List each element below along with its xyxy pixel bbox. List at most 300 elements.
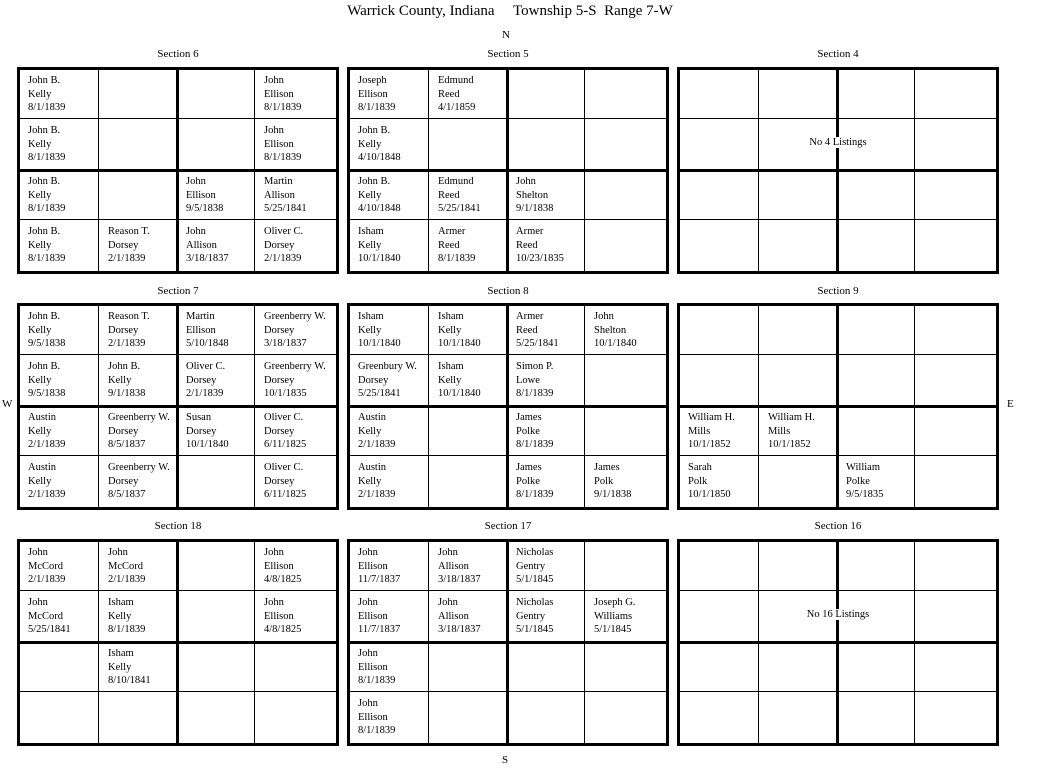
section-18	[17, 539, 339, 746]
entry-last-name: Dorsey	[358, 374, 389, 386]
entry-date: 4/8/1825	[264, 624, 302, 635]
entry-first-name: John	[358, 547, 378, 558]
grid-line-horizontal	[680, 354, 996, 355]
entry-last-name: Reed	[438, 189, 460, 201]
entry-last-name: Allison	[438, 610, 469, 622]
entry-last-name: Kelly	[28, 138, 52, 150]
entry-date: 2/1/1839	[108, 253, 146, 264]
land-entry	[264, 175, 342, 225]
entry-first-name: John B.	[28, 176, 61, 187]
land-entry	[186, 411, 264, 461]
entry-last-name: Ellison	[264, 138, 294, 150]
entry-first-name: Oliver C.	[264, 462, 304, 473]
land-entry	[108, 546, 186, 596]
land-entry	[264, 124, 342, 174]
entry-first-name: John	[594, 311, 614, 322]
entry-first-name: Oliver C.	[186, 361, 226, 372]
entry-first-name: Edmund	[438, 75, 474, 86]
entry-date: 9/5/1838	[186, 203, 224, 214]
land-entry	[358, 546, 436, 596]
section-6-label: Section 6	[157, 48, 199, 60]
entry-date: 3/18/1837	[438, 574, 481, 585]
entry-first-name: Greenberry W.	[264, 361, 326, 372]
land-entry	[358, 310, 436, 360]
entry-last-name: Polke	[516, 425, 540, 437]
compass-east: E	[1007, 398, 1014, 410]
land-entry	[438, 310, 516, 360]
entry-date: 8/1/1839	[358, 725, 396, 736]
entry-last-name: Allison	[264, 189, 295, 201]
section-17	[347, 539, 669, 746]
entry-last-name: Kelly	[28, 88, 52, 100]
entry-last-name: Dorsey	[186, 425, 217, 437]
entry-last-name: Kelly	[28, 239, 52, 251]
entry-first-name: Martin	[264, 176, 293, 187]
entry-last-name: Ellison	[358, 711, 388, 723]
section-17-label: Section 17	[484, 520, 532, 532]
entry-last-name: Ellison	[358, 88, 388, 100]
entry-first-name: John B.	[28, 125, 61, 136]
no-listings-text: No 16 Listings	[804, 609, 872, 620]
entry-last-name: Kelly	[108, 374, 132, 386]
section-18-label: Section 18	[154, 520, 202, 532]
entry-first-name: Austin	[28, 412, 57, 423]
entry-last-name: Polk	[688, 475, 708, 487]
entry-date: 8/1/1839	[516, 388, 554, 399]
entry-last-name: Reed	[516, 324, 538, 336]
land-entry	[688, 461, 766, 511]
land-entry	[358, 360, 436, 410]
land-entry	[28, 225, 106, 275]
land-entry	[264, 360, 342, 410]
land-entry	[438, 175, 516, 225]
entry-first-name: Nicholas	[516, 547, 554, 558]
entry-first-name: John B.	[28, 75, 61, 86]
entry-first-name: Greenberry W.	[264, 311, 326, 322]
entry-last-name: Ellison	[186, 324, 216, 336]
entry-last-name: Lowe	[516, 374, 540, 386]
entry-date: 10/1/1852	[688, 439, 731, 450]
entry-date: 9/1/1838	[516, 203, 554, 214]
entry-date: 5/25/1841	[358, 388, 401, 399]
entry-date: 2/1/1839	[186, 388, 224, 399]
entry-last-name: Kelly	[358, 475, 382, 487]
entry-date: 9/5/1838	[28, 338, 66, 349]
land-entry	[358, 697, 436, 747]
entry-date: 8/1/1839	[264, 152, 302, 163]
land-entry	[594, 310, 672, 360]
land-entry	[516, 360, 594, 410]
land-entry	[264, 596, 342, 646]
entry-last-name: Kelly	[358, 324, 382, 336]
entry-date: 9/1/1838	[594, 489, 632, 500]
entry-last-name: Dorsey	[264, 239, 295, 251]
entry-last-name: Kelly	[28, 324, 52, 336]
entry-date: 8/1/1839	[516, 489, 554, 500]
entry-date: 4/8/1825	[264, 574, 302, 585]
land-entry	[28, 74, 106, 124]
entry-first-name: Austin	[358, 412, 387, 423]
entry-first-name: John	[186, 226, 206, 237]
entry-last-name: Dorsey	[264, 475, 295, 487]
entry-date: 10/1/1840	[358, 338, 401, 349]
land-entry	[264, 546, 342, 596]
entry-first-name: Isham	[438, 311, 464, 322]
entry-date: 4/1/1859	[438, 102, 476, 113]
section-6	[17, 67, 339, 274]
entry-last-name: Williams	[594, 610, 633, 622]
land-entry	[186, 225, 264, 275]
entry-first-name: John	[186, 176, 206, 187]
land-entry	[358, 124, 436, 174]
entry-date: 5/1/1845	[516, 574, 554, 585]
entry-first-name: James	[516, 412, 542, 423]
entry-last-name: Ellison	[186, 189, 216, 201]
entry-first-name: William H.	[768, 412, 815, 423]
section-4	[677, 67, 999, 274]
entry-first-name: Oliver C.	[264, 412, 304, 423]
entry-date: 8/5/1837	[108, 489, 146, 500]
land-entry	[688, 411, 766, 461]
entry-date: 8/1/1839	[516, 439, 554, 450]
land-entry	[516, 175, 594, 225]
land-entry	[516, 225, 594, 275]
entry-last-name: McCord	[108, 560, 143, 572]
entry-last-name: Shelton	[516, 189, 549, 201]
entry-first-name: Austin	[28, 462, 57, 473]
entry-first-name: Armer	[438, 226, 466, 237]
land-entry	[264, 461, 342, 511]
grid-line-horizontal	[680, 169, 996, 172]
land-entry	[108, 310, 186, 360]
entry-last-name: Kelly	[358, 138, 382, 150]
entry-date: 3/18/1837	[438, 624, 481, 635]
entry-date: 8/1/1839	[28, 203, 66, 214]
entry-last-name: Ellison	[358, 610, 388, 622]
entry-date: 6/11/1825	[264, 439, 307, 450]
entry-last-name: Gentry	[516, 560, 546, 572]
entry-date: 2/1/1839	[108, 338, 146, 349]
entry-date: 6/11/1825	[264, 489, 307, 500]
land-entry	[438, 360, 516, 410]
entry-last-name: McCord	[28, 610, 63, 622]
entry-date: 8/1/1839	[358, 675, 396, 686]
entry-last-name: Dorsey	[108, 324, 139, 336]
entry-first-name: John	[358, 648, 378, 659]
entry-last-name: Allison	[438, 560, 469, 572]
entry-first-name: Greenberry W.	[108, 412, 170, 423]
entry-last-name: Polk	[594, 475, 614, 487]
entry-last-name: Kelly	[108, 610, 132, 622]
land-entry	[358, 461, 436, 511]
entry-last-name: Kelly	[28, 425, 52, 437]
entry-first-name: John	[28, 547, 48, 558]
land-entry	[438, 546, 516, 596]
entry-last-name: Allison	[186, 239, 217, 251]
entry-last-name: Kelly	[438, 324, 462, 336]
land-entry	[28, 596, 106, 646]
entry-first-name: Isham	[438, 361, 464, 372]
entry-date: 8/1/1839	[28, 102, 66, 113]
land-entry	[264, 310, 342, 360]
land-entry	[358, 225, 436, 275]
entry-last-name: Ellison	[358, 560, 388, 572]
entry-date: 10/1/1850	[688, 489, 731, 500]
entry-first-name: John	[264, 125, 284, 136]
entry-last-name: Reed	[438, 88, 460, 100]
entry-last-name: Ellison	[264, 610, 294, 622]
entry-first-name: John	[516, 176, 536, 187]
entry-date: 10/1/1840	[186, 439, 229, 450]
land-entry	[28, 411, 106, 461]
entry-date: 3/18/1837	[264, 338, 307, 349]
land-entry	[516, 310, 594, 360]
land-entry	[516, 461, 594, 511]
land-entry	[186, 310, 264, 360]
entry-first-name: Armer	[516, 226, 544, 237]
entry-date: 9/5/1838	[28, 388, 66, 399]
section-16-label: Section 16	[814, 520, 862, 532]
entry-last-name: Kelly	[358, 189, 382, 201]
entry-date: 9/1/1838	[108, 388, 146, 399]
entry-last-name: Kelly	[438, 374, 462, 386]
land-entry	[28, 124, 106, 174]
entry-first-name: Reason T.	[108, 226, 150, 237]
grid-line-horizontal	[680, 405, 996, 408]
entry-date: 8/1/1839	[264, 102, 302, 113]
land-entry	[264, 225, 342, 275]
entry-date: 2/1/1839	[108, 574, 146, 585]
entry-first-name: Isham	[108, 597, 134, 608]
entry-date: 2/1/1839	[28, 574, 66, 585]
land-entry	[438, 225, 516, 275]
entry-date: 11/7/1837	[358, 574, 401, 585]
entry-first-name: James	[516, 462, 542, 473]
entry-date: 8/1/1839	[358, 102, 396, 113]
land-entry	[186, 175, 264, 225]
entry-date: 5/10/1848	[186, 338, 229, 349]
entry-date: 10/1/1840	[358, 253, 401, 264]
land-entry	[516, 546, 594, 596]
entry-first-name: Martin	[186, 311, 215, 322]
entry-first-name: Isham	[358, 226, 384, 237]
land-entry	[358, 596, 436, 646]
entry-first-name: John	[108, 547, 128, 558]
entry-date: 2/1/1839	[358, 489, 396, 500]
land-entry	[516, 596, 594, 646]
entry-last-name: Dorsey	[264, 425, 295, 437]
entry-last-name: Kelly	[108, 661, 132, 673]
section-8	[347, 303, 669, 510]
entry-first-name: John	[438, 547, 458, 558]
entry-last-name: Dorsey	[108, 425, 139, 437]
entry-date: 8/1/1839	[28, 253, 66, 264]
section-9	[677, 303, 999, 510]
compass-south: S	[502, 754, 509, 766]
entry-last-name: Reed	[438, 239, 460, 251]
entry-first-name: Reason T.	[108, 311, 150, 322]
land-entry	[594, 461, 672, 511]
grid-line-horizontal	[680, 590, 996, 591]
entry-first-name: John B.	[28, 311, 61, 322]
entry-first-name: John	[358, 597, 378, 608]
entry-last-name: Ellison	[264, 88, 294, 100]
entry-first-name: John	[264, 75, 284, 86]
entry-first-name: Austin	[358, 462, 387, 473]
entry-last-name: Ellison	[358, 661, 388, 673]
entry-first-name: Simon P.	[516, 361, 554, 372]
entry-first-name: John B.	[28, 361, 61, 372]
entry-date: 5/1/1845	[594, 624, 632, 635]
section-8-label: Section 8	[487, 285, 529, 297]
entry-first-name: William	[846, 462, 880, 473]
land-entry	[108, 647, 186, 697]
land-entry	[594, 596, 672, 646]
entry-last-name: Kelly	[358, 425, 382, 437]
entry-first-name: Joseph	[358, 75, 387, 86]
entry-last-name: Gentry	[516, 610, 546, 622]
entry-date: 8/1/1839	[438, 253, 476, 264]
entry-last-name: Dorsey	[264, 374, 295, 386]
entry-date: 5/25/1841	[264, 203, 307, 214]
entry-first-name: Susan	[186, 412, 212, 423]
entry-date: 5/25/1841	[28, 624, 71, 635]
land-entry	[28, 360, 106, 410]
land-entry	[358, 74, 436, 124]
no-listings-note	[680, 607, 996, 623]
grid-line-horizontal	[680, 641, 996, 644]
section-9-label: Section 9	[817, 285, 859, 297]
compass-west: W	[2, 398, 13, 410]
land-entry	[108, 360, 186, 410]
entry-last-name: Kelly	[358, 239, 382, 251]
entry-date: 10/23/1835	[516, 253, 564, 264]
entry-last-name: McCord	[28, 560, 63, 572]
entry-date: 5/25/1841	[516, 338, 559, 349]
entry-first-name: James	[594, 462, 620, 473]
entry-last-name: Polke	[516, 475, 540, 487]
no-listings-note	[680, 135, 996, 151]
entry-last-name: Kelly	[28, 475, 52, 487]
land-entry	[438, 596, 516, 646]
entry-first-name: John B.	[28, 226, 61, 237]
land-entry	[768, 411, 846, 461]
entry-first-name: Joseph G.	[594, 597, 636, 608]
entry-last-name: Reed	[516, 239, 538, 251]
entry-date: 10/1/1835	[264, 388, 307, 399]
section-7-label: Section 7	[157, 285, 199, 297]
entry-first-name: William H.	[688, 412, 735, 423]
section-16	[677, 539, 999, 746]
entry-first-name: John B.	[358, 125, 391, 136]
land-entry	[264, 411, 342, 461]
entry-last-name: Kelly	[28, 374, 52, 386]
entry-first-name: John B.	[108, 361, 141, 372]
grid-line-horizontal	[680, 118, 996, 119]
map-title: Warrick County, Indiana Township 5-S Range 7-W	[347, 3, 673, 19]
entry-date: 10/1/1840	[438, 388, 481, 399]
entry-last-name: Dorsey	[108, 239, 139, 251]
entry-first-name: Isham	[108, 648, 134, 659]
entry-date: 2/1/1839	[264, 253, 302, 264]
entry-date: 10/1/1840	[438, 338, 481, 349]
entry-date: 2/1/1839	[358, 439, 396, 450]
entry-date: 11/7/1837	[358, 624, 401, 635]
entry-date: 8/1/1839	[108, 624, 146, 635]
entry-last-name: Ellison	[264, 560, 294, 572]
entry-date: 8/10/1841	[108, 675, 151, 686]
land-entry	[846, 461, 924, 511]
entry-first-name: Greenberry W.	[108, 462, 170, 473]
entry-date: 2/1/1839	[28, 439, 66, 450]
section-4-label: Section 4	[817, 48, 859, 60]
land-entry	[28, 546, 106, 596]
entry-first-name: Greenbury W.	[358, 361, 417, 372]
land-entry	[358, 411, 436, 461]
entry-date: 5/1/1845	[516, 624, 554, 635]
land-entry	[358, 647, 436, 697]
land-entry	[516, 411, 594, 461]
section-5	[347, 67, 669, 274]
entry-first-name: John	[264, 597, 284, 608]
entry-last-name: Dorsey	[186, 374, 217, 386]
entry-date: 5/25/1841	[438, 203, 481, 214]
entry-last-name: Kelly	[28, 189, 52, 201]
land-entry	[28, 310, 106, 360]
compass-north: N	[502, 29, 510, 41]
entry-date: 8/1/1839	[28, 152, 66, 163]
entry-first-name: John	[28, 597, 48, 608]
entry-date: 4/10/1848	[358, 203, 401, 214]
entry-first-name: John	[438, 597, 458, 608]
section-5-label: Section 5	[487, 48, 529, 60]
entry-last-name: Dorsey	[108, 475, 139, 487]
land-entry	[264, 74, 342, 124]
no-listings-text: No 4 Listings	[806, 137, 869, 148]
land-entry	[186, 360, 264, 410]
entry-first-name: John B.	[358, 176, 391, 187]
entry-first-name: John	[264, 547, 284, 558]
section-7	[17, 303, 339, 510]
entry-date: 10/1/1852	[768, 439, 811, 450]
grid-line-horizontal	[680, 691, 996, 692]
entry-last-name: Shelton	[594, 324, 627, 336]
land-entry	[358, 175, 436, 225]
entry-first-name: Edmund	[438, 176, 474, 187]
entry-first-name: Isham	[358, 311, 384, 322]
entry-first-name: Armer	[516, 311, 544, 322]
entry-last-name: Polke	[846, 475, 870, 487]
grid-line-horizontal	[680, 219, 996, 220]
entry-last-name: Mills	[768, 425, 791, 437]
land-entry	[28, 175, 106, 225]
land-entry	[108, 411, 186, 461]
entry-first-name: Oliver C.	[264, 226, 304, 237]
land-entry	[108, 461, 186, 511]
land-entry	[108, 596, 186, 646]
entry-date: 9/5/1835	[846, 489, 884, 500]
land-entry	[438, 74, 516, 124]
entry-first-name: Sarah	[688, 462, 712, 473]
entry-first-name: Nicholas	[516, 597, 554, 608]
entry-date: 2/1/1839	[28, 489, 66, 500]
entry-date: 4/10/1848	[358, 152, 401, 163]
entry-first-name: John	[358, 698, 378, 709]
entry-last-name: Mills	[688, 425, 711, 437]
land-entry	[28, 461, 106, 511]
entry-last-name: Dorsey	[264, 324, 295, 336]
entry-date: 8/5/1837	[108, 439, 146, 450]
